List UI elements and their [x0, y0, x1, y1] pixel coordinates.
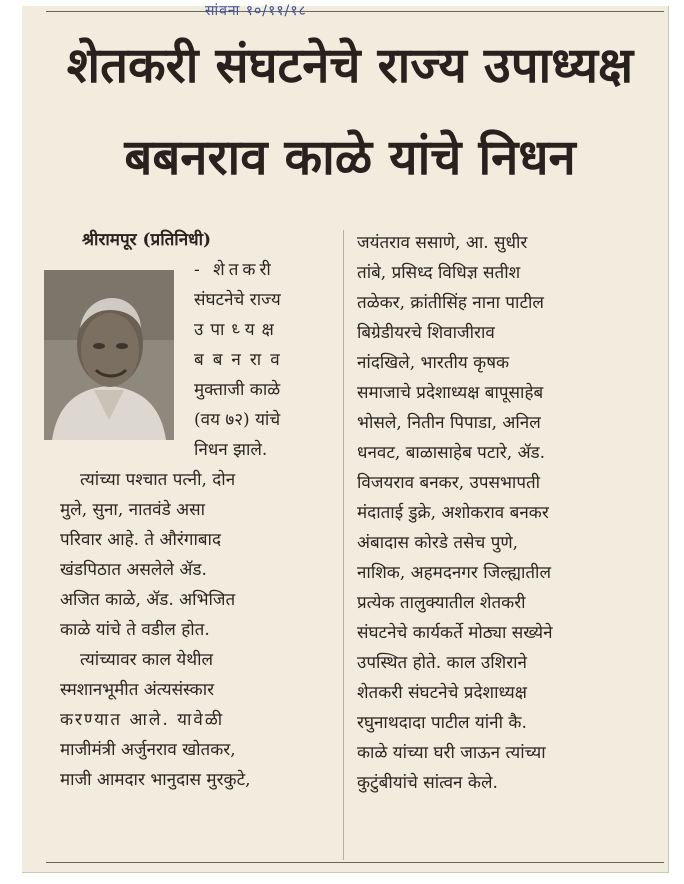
- text-line: त्यांच्यावर काल येथील: [80, 650, 214, 670]
- bottom-rule: [46, 862, 664, 863]
- text-line: तांबे, प्रसिध्द विधिज्ञ सतीश: [357, 263, 521, 283]
- text-line: नांदखिले, भारतीय कृषक: [357, 353, 510, 373]
- text-line: रघुनाथदादा पाटील यांनी कै.: [357, 713, 527, 733]
- text-line: बबनराव: [194, 350, 289, 370]
- text-line: त्यांच्या पश्चात पत्नी, दोन: [80, 470, 236, 490]
- handwritten-date-note: सांवना १०/११/१८: [205, 3, 307, 19]
- text-line: अजित काळे, ॲड. अभिजित: [60, 590, 236, 610]
- text-line: काळे यांचे ते वडील होत.: [60, 620, 210, 640]
- text-line: जयंतराव ससाणे, आ. सुधीर: [357, 233, 528, 253]
- text-line: करण्यात आले. यावेळी: [60, 710, 225, 730]
- text-line: काळे यांच्या घरी जाऊन त्यांच्या: [357, 743, 546, 763]
- text-line: मंदाताई डुक्रे, अशोकराव बनकर: [357, 503, 549, 523]
- text-line: माजीमंत्री अर्जुनराव खोतकर,: [60, 740, 236, 760]
- text-line: माजी आमदार भानुदास मुरकुटे,: [60, 770, 251, 790]
- article-right-column: [357, 228, 649, 798]
- text-line: संघटनेचे राज्य: [194, 290, 281, 310]
- text-line: विजयराव बनकर, उपसभापती: [357, 473, 541, 493]
- headline-line-1: शेतकरी संघटनेचे राज्य उपाध्यक्ष: [66, 37, 634, 94]
- text-line: खंडपिठात असलेले ॲड.: [60, 560, 207, 580]
- text-line: तळेकर, क्रांतीसिंह नाना पाटील: [357, 293, 544, 313]
- article-left-column: [60, 225, 330, 795]
- text-line: स्मशानभूमीत अंत्यसंस्कार: [60, 680, 215, 700]
- text-line: मुक्ताजी काळे: [194, 380, 281, 400]
- text-line: मुले, सुना, नातवंडे असा: [60, 500, 205, 520]
- headline-line-2: बबनराव काळे यांचे निधन: [124, 129, 576, 186]
- dateline: श्रीरामपूर (प्रतिनिधी): [82, 230, 212, 250]
- text-line: निधन झाले.: [194, 440, 268, 460]
- text-line: - शेतकरी: [194, 260, 275, 280]
- text-line: बिग्रेडीयरचे शिवाजीराव: [357, 323, 495, 343]
- text-line: (वय ७२) यांचे: [194, 410, 281, 430]
- text-line: भोसले, नितीन पिपाडा, अनिल: [357, 413, 541, 433]
- text-line: प्रत्येक तालुक्यातील शेतकरी: [357, 593, 526, 613]
- text-line: शेतकरी संघटनेचे प्रदेशाध्यक्ष: [357, 683, 527, 703]
- text-line: कुटुंबीयांचे सांत्वन केले.: [357, 773, 498, 793]
- text-line: नाशिक, अहमदनगर जिल्ह्यातील: [357, 563, 551, 583]
- top-rule: [46, 11, 664, 12]
- column-divider: [343, 230, 344, 860]
- text-line: धनवट, बाळासाहेब पटारे, ॲड.: [357, 443, 546, 463]
- text-line: समाजाचे प्रदेशाध्यक्ष बापूसाहेब: [357, 383, 544, 403]
- text-line: उपस्थित होते. काल उशिराने: [357, 653, 527, 673]
- text-line: परिवार आहे. ते औरंगाबाद: [60, 530, 221, 550]
- text-line: अंबादास कोरडे तसेच पुणे,: [357, 533, 519, 553]
- text-line: संघटनेचे कार्यकर्ते मोठ्या सख्येने: [357, 623, 553, 643]
- text-line: उपाध्यक्ष: [194, 320, 281, 340]
